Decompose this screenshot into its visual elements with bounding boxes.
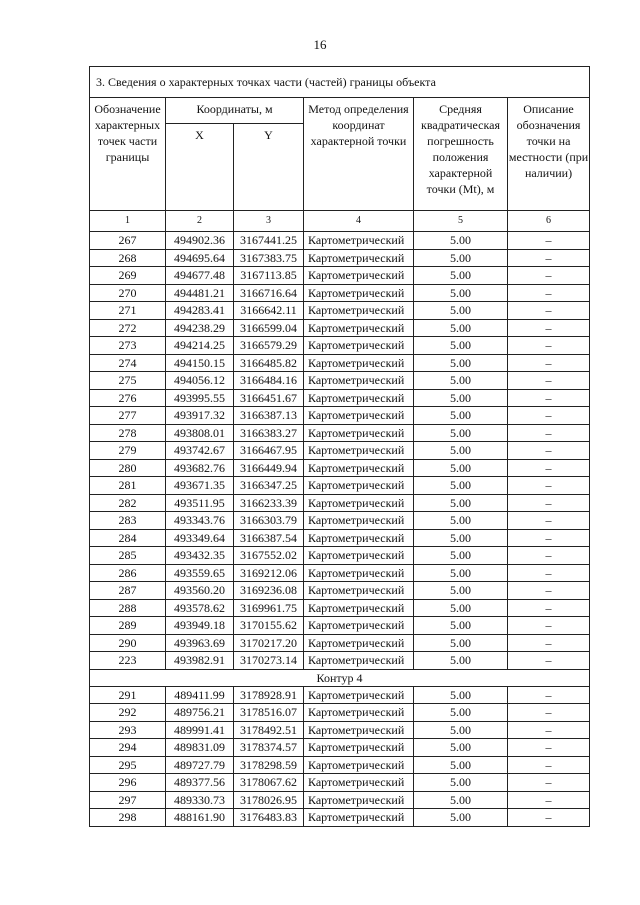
error-cell: 5.00 <box>414 634 508 652</box>
error-cell: 5.00 <box>414 459 508 477</box>
point-number-cell: 294 <box>90 739 166 757</box>
table-row <box>90 512 590 530</box>
error-cell: 5.00 <box>414 599 508 617</box>
method-cell: Картометрический <box>304 617 414 635</box>
point-number-cell: 278 <box>90 424 166 442</box>
error-cell: 5.00 <box>414 721 508 739</box>
point-number-cell: 223 <box>90 652 166 670</box>
section-title: 3. Сведения о характерных точках части (частей) границы объекта <box>90 67 590 98</box>
point-number-cell: 271 <box>90 302 166 320</box>
method-cell: Картометрический <box>304 739 414 757</box>
table-row <box>90 494 590 512</box>
method-cell: Картометрический <box>304 704 414 722</box>
x-coordinate-cell: 493578.62 <box>166 599 234 617</box>
error-cell: 5.00 <box>414 704 508 722</box>
table-row <box>90 337 590 355</box>
description-cell: – <box>508 599 590 617</box>
error-cell: 5.00 <box>414 686 508 704</box>
boundary-points-table-wrapper <box>89 66 589 827</box>
method-cell: Картометрический <box>304 372 414 390</box>
y-coordinate-cell: 3178026.95 <box>234 791 304 809</box>
description-cell: – <box>508 704 590 722</box>
method-cell: Картометрический <box>304 652 414 670</box>
table-row <box>90 599 590 617</box>
y-coordinate-cell: 3178516.07 <box>234 704 304 722</box>
y-coordinate-cell: 3166451.67 <box>234 389 304 407</box>
description-cell: – <box>508 302 590 320</box>
description-cell: – <box>508 564 590 582</box>
error-cell: 5.00 <box>414 529 508 547</box>
description-cell: – <box>508 354 590 372</box>
table-row <box>90 407 590 425</box>
x-coordinate-cell: 493963.69 <box>166 634 234 652</box>
x-coordinate-cell: 489411.99 <box>166 686 234 704</box>
point-number-cell: 273 <box>90 337 166 355</box>
table-row <box>90 372 590 390</box>
point-number-cell: 280 <box>90 459 166 477</box>
header-method: Метод определения координат характерной точки <box>304 98 414 211</box>
description-cell: – <box>508 809 590 827</box>
table-row <box>90 791 590 809</box>
point-number-cell: 275 <box>90 372 166 390</box>
point-number-cell: 267 <box>90 232 166 250</box>
error-cell: 5.00 <box>414 739 508 757</box>
method-cell: Картометрический <box>304 756 414 774</box>
method-cell: Картометрический <box>304 267 414 285</box>
method-cell: Картометрический <box>304 599 414 617</box>
x-coordinate-cell: 494283.41 <box>166 302 234 320</box>
y-coordinate-cell: 3170155.62 <box>234 617 304 635</box>
error-cell: 5.00 <box>414 564 508 582</box>
error-cell: 5.00 <box>414 337 508 355</box>
description-cell: – <box>508 459 590 477</box>
method-cell: Картометрический <box>304 809 414 827</box>
header-description: Описание обозначения точки на местности (при наличии) <box>508 98 590 211</box>
column-number: 1 <box>90 211 166 232</box>
y-coordinate-cell: 3167113.85 <box>234 267 304 285</box>
error-cell: 5.00 <box>414 582 508 600</box>
error-cell: 5.00 <box>414 547 508 565</box>
table-row <box>90 617 590 635</box>
table-row <box>90 232 590 250</box>
point-number-cell: 292 <box>90 704 166 722</box>
page-number: 16 <box>313 37 327 52</box>
description-cell: – <box>508 494 590 512</box>
table-row <box>90 809 590 827</box>
description-cell: – <box>508 337 590 355</box>
header-row-top <box>90 98 590 124</box>
x-coordinate-cell: 489831.09 <box>166 739 234 757</box>
x-coordinate-cell: 493682.76 <box>166 459 234 477</box>
point-number-cell: 295 <box>90 756 166 774</box>
table-row <box>90 284 590 302</box>
description-cell: – <box>508 407 590 425</box>
y-coordinate-cell: 3166599.04 <box>234 319 304 337</box>
point-number-cell: 287 <box>90 582 166 600</box>
x-coordinate-cell: 493343.76 <box>166 512 234 530</box>
description-cell: – <box>508 582 590 600</box>
method-cell: Картометрический <box>304 442 414 460</box>
error-cell: 5.00 <box>414 809 508 827</box>
error-cell: 5.00 <box>414 512 508 530</box>
description-cell: – <box>508 756 590 774</box>
point-number-cell: 285 <box>90 547 166 565</box>
y-coordinate-cell: 3167552.02 <box>234 547 304 565</box>
description-cell: – <box>508 634 590 652</box>
error-cell: 5.00 <box>414 407 508 425</box>
table-row <box>90 634 590 652</box>
column-number: 5 <box>414 211 508 232</box>
header-coordinates: Координаты, м <box>166 98 304 124</box>
point-number-cell: 277 <box>90 407 166 425</box>
description-cell: – <box>508 512 590 530</box>
method-cell: Картометрический <box>304 354 414 372</box>
table-row <box>90 774 590 792</box>
header-designation: Обозначение характерных точек части границы <box>90 98 166 211</box>
y-coordinate-cell: 3170217.20 <box>234 634 304 652</box>
y-coordinate-cell: 3167441.25 <box>234 232 304 250</box>
point-number-cell: 296 <box>90 774 166 792</box>
table-row <box>90 354 590 372</box>
table-row <box>90 459 590 477</box>
x-coordinate-cell: 493742.67 <box>166 442 234 460</box>
x-coordinate-cell: 494056.12 <box>166 372 234 390</box>
x-coordinate-cell: 494150.15 <box>166 354 234 372</box>
table-row <box>90 721 590 739</box>
description-cell: – <box>508 529 590 547</box>
y-coordinate-cell: 3166579.29 <box>234 337 304 355</box>
x-coordinate-cell: 493349.64 <box>166 529 234 547</box>
description-cell: – <box>508 547 590 565</box>
method-cell: Картометрический <box>304 232 414 250</box>
point-number-cell: 286 <box>90 564 166 582</box>
x-coordinate-cell: 493917.32 <box>166 407 234 425</box>
y-coordinate-cell: 3178374.57 <box>234 739 304 757</box>
point-number-cell: 269 <box>90 267 166 285</box>
table-row <box>90 652 590 670</box>
description-cell: – <box>508 319 590 337</box>
error-cell: 5.00 <box>414 284 508 302</box>
y-coordinate-cell: 3166303.79 <box>234 512 304 530</box>
y-coordinate-cell: 3167383.75 <box>234 249 304 267</box>
point-number-cell: 283 <box>90 512 166 530</box>
y-coordinate-cell: 3166716.64 <box>234 284 304 302</box>
error-cell: 5.00 <box>414 652 508 670</box>
method-cell: Картометрический <box>304 302 414 320</box>
point-number-cell: 291 <box>90 686 166 704</box>
x-coordinate-cell: 493949.18 <box>166 617 234 635</box>
header-x: X <box>166 124 234 211</box>
table-row <box>90 529 590 547</box>
y-coordinate-cell: 3166233.39 <box>234 494 304 512</box>
y-coordinate-cell: 3166449.94 <box>234 459 304 477</box>
table-row <box>90 424 590 442</box>
point-number-cell: 282 <box>90 494 166 512</box>
method-cell: Картометрический <box>304 407 414 425</box>
y-coordinate-cell: 3166383.27 <box>234 424 304 442</box>
description-cell: – <box>508 739 590 757</box>
point-number-cell: 290 <box>90 634 166 652</box>
error-cell: 5.00 <box>414 302 508 320</box>
description-cell: – <box>508 686 590 704</box>
x-coordinate-cell: 493671.35 <box>166 477 234 495</box>
column-number: 3 <box>234 211 304 232</box>
description-cell: – <box>508 249 590 267</box>
method-cell: Картометрический <box>304 494 414 512</box>
table-row <box>90 389 590 407</box>
table-row <box>90 582 590 600</box>
point-number-cell: 281 <box>90 477 166 495</box>
table-row <box>90 319 590 337</box>
description-cell: – <box>508 477 590 495</box>
x-coordinate-cell: 494902.36 <box>166 232 234 250</box>
header-y: Y <box>234 124 304 211</box>
description-cell: – <box>508 791 590 809</box>
x-coordinate-cell: 488161.90 <box>166 809 234 827</box>
point-number-cell: 284 <box>90 529 166 547</box>
point-number-cell: 297 <box>90 791 166 809</box>
error-cell: 5.00 <box>414 617 508 635</box>
method-cell: Картометрический <box>304 337 414 355</box>
point-number-cell: 298 <box>90 809 166 827</box>
x-coordinate-cell: 493995.55 <box>166 389 234 407</box>
point-number-cell: 276 <box>90 389 166 407</box>
x-coordinate-cell: 489756.21 <box>166 704 234 722</box>
point-number-cell: 274 <box>90 354 166 372</box>
x-coordinate-cell: 489377.56 <box>166 774 234 792</box>
y-coordinate-cell: 3169236.08 <box>234 582 304 600</box>
y-coordinate-cell: 3178928.91 <box>234 686 304 704</box>
table-row <box>90 442 590 460</box>
method-cell: Картометрический <box>304 564 414 582</box>
column-number: 6 <box>508 211 590 232</box>
x-coordinate-cell: 494214.25 <box>166 337 234 355</box>
x-coordinate-cell: 494695.64 <box>166 249 234 267</box>
y-coordinate-cell: 3166485.82 <box>234 354 304 372</box>
point-number-cell: 270 <box>90 284 166 302</box>
method-cell: Картометрический <box>304 284 414 302</box>
x-coordinate-cell: 493559.65 <box>166 564 234 582</box>
x-coordinate-cell: 494481.21 <box>166 284 234 302</box>
point-number-cell: 279 <box>90 442 166 460</box>
header-error: Средняя квадратическая погрешность положения характерной точки (Mt), м <box>414 98 508 211</box>
table-row <box>90 756 590 774</box>
description-cell: – <box>508 721 590 739</box>
method-cell: Картометрический <box>304 529 414 547</box>
x-coordinate-cell: 493808.01 <box>166 424 234 442</box>
x-coordinate-cell: 493982.91 <box>166 652 234 670</box>
point-number-cell: 288 <box>90 599 166 617</box>
x-coordinate-cell: 489330.73 <box>166 791 234 809</box>
column-numbers-row <box>90 211 590 232</box>
table-row <box>90 547 590 565</box>
error-cell: 5.00 <box>414 372 508 390</box>
contour-row <box>90 669 590 686</box>
point-number-cell: 293 <box>90 721 166 739</box>
y-coordinate-cell: 3178492.51 <box>234 721 304 739</box>
error-cell: 5.00 <box>414 756 508 774</box>
table-row <box>90 267 590 285</box>
description-cell: – <box>508 267 590 285</box>
method-cell: Картометрический <box>304 512 414 530</box>
y-coordinate-cell: 3178298.59 <box>234 756 304 774</box>
method-cell: Картометрический <box>304 686 414 704</box>
method-cell: Картометрический <box>304 634 414 652</box>
y-coordinate-cell: 3166387.54 <box>234 529 304 547</box>
description-cell: – <box>508 424 590 442</box>
description-cell: – <box>508 389 590 407</box>
y-coordinate-cell: 3166484.16 <box>234 372 304 390</box>
y-coordinate-cell: 3178067.62 <box>234 774 304 792</box>
description-cell: – <box>508 232 590 250</box>
contour-label: Контур 4 <box>90 669 590 686</box>
method-cell: Картометрический <box>304 319 414 337</box>
error-cell: 5.00 <box>414 791 508 809</box>
description-cell: – <box>508 652 590 670</box>
method-cell: Картометрический <box>304 791 414 809</box>
error-cell: 5.00 <box>414 249 508 267</box>
error-cell: 5.00 <box>414 389 508 407</box>
error-cell: 5.00 <box>414 477 508 495</box>
column-number: 2 <box>166 211 234 232</box>
error-cell: 5.00 <box>414 267 508 285</box>
x-coordinate-cell: 493511.95 <box>166 494 234 512</box>
error-cell: 5.00 <box>414 232 508 250</box>
table-row <box>90 249 590 267</box>
x-coordinate-cell: 489727.79 <box>166 756 234 774</box>
column-number: 4 <box>304 211 414 232</box>
error-cell: 5.00 <box>414 424 508 442</box>
y-coordinate-cell: 3166642.11 <box>234 302 304 320</box>
error-cell: 5.00 <box>414 442 508 460</box>
error-cell: 5.00 <box>414 774 508 792</box>
boundary-points-table <box>89 66 590 827</box>
y-coordinate-cell: 3170273.14 <box>234 652 304 670</box>
table-row <box>90 686 590 704</box>
method-cell: Картометрический <box>304 389 414 407</box>
method-cell: Картометрический <box>304 582 414 600</box>
table-row <box>90 564 590 582</box>
description-cell: – <box>508 284 590 302</box>
method-cell: Картометрический <box>304 249 414 267</box>
table-row <box>90 302 590 320</box>
y-coordinate-cell: 3169212.06 <box>234 564 304 582</box>
y-coordinate-cell: 3166467.95 <box>234 442 304 460</box>
table-row <box>90 704 590 722</box>
y-coordinate-cell: 3166347.25 <box>234 477 304 495</box>
description-cell: – <box>508 774 590 792</box>
description-cell: – <box>508 617 590 635</box>
method-cell: Картометрический <box>304 547 414 565</box>
y-coordinate-cell: 3176483.83 <box>234 809 304 827</box>
error-cell: 5.00 <box>414 494 508 512</box>
method-cell: Картометрический <box>304 774 414 792</box>
y-coordinate-cell: 3169961.75 <box>234 599 304 617</box>
method-cell: Картометрический <box>304 721 414 739</box>
table-row <box>90 477 590 495</box>
point-number-cell: 289 <box>90 617 166 635</box>
method-cell: Картометрический <box>304 459 414 477</box>
method-cell: Картометрический <box>304 424 414 442</box>
description-cell: – <box>508 442 590 460</box>
point-number-cell: 272 <box>90 319 166 337</box>
x-coordinate-cell: 493432.35 <box>166 547 234 565</box>
x-coordinate-cell: 493560.20 <box>166 582 234 600</box>
table-row <box>90 739 590 757</box>
x-coordinate-cell: 494238.29 <box>166 319 234 337</box>
point-number-cell: 268 <box>90 249 166 267</box>
y-coordinate-cell: 3166387.13 <box>234 407 304 425</box>
method-cell: Картометрический <box>304 477 414 495</box>
x-coordinate-cell: 489991.41 <box>166 721 234 739</box>
error-cell: 5.00 <box>414 319 508 337</box>
section-title-row <box>90 67 590 98</box>
x-coordinate-cell: 494677.48 <box>166 267 234 285</box>
error-cell: 5.00 <box>414 354 508 372</box>
description-cell: – <box>508 372 590 390</box>
